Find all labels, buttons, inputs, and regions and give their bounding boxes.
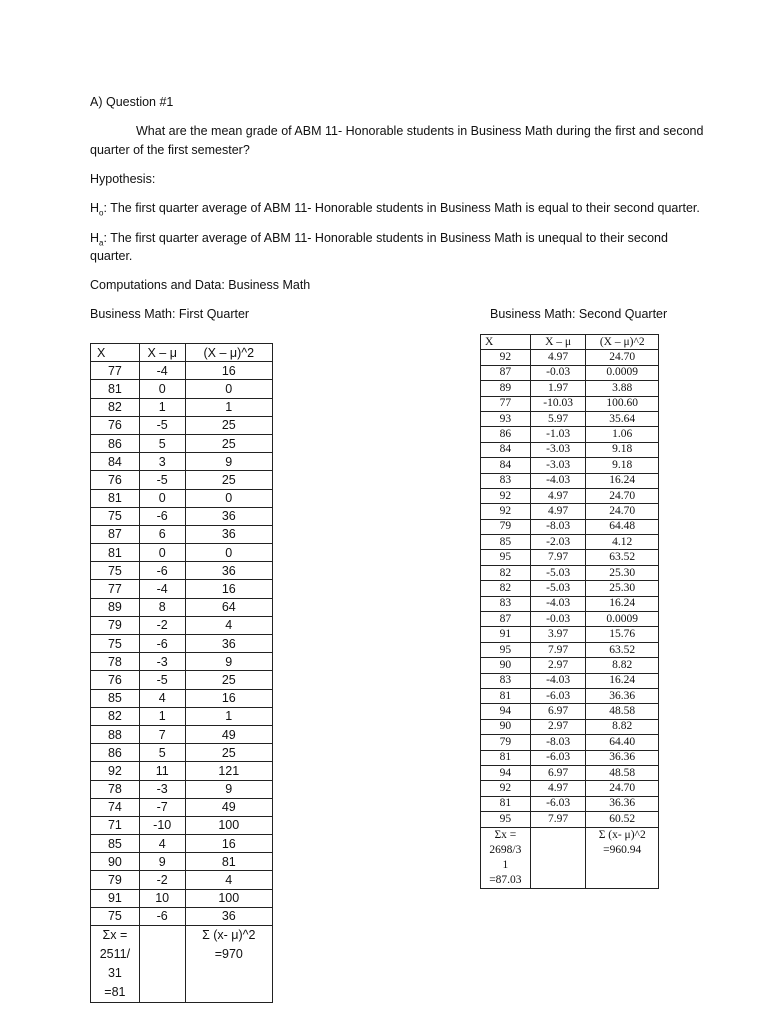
table-row	[481, 473, 659, 488]
table-cell: 82	[91, 707, 140, 725]
table-cell: 85	[91, 835, 140, 853]
table-cell: -10.03	[530, 396, 586, 411]
table-cell: 74	[91, 798, 140, 816]
table-row	[91, 471, 273, 489]
table-row	[91, 871, 273, 889]
table-cell: 15.76	[586, 627, 659, 642]
table-cell: -2	[139, 616, 185, 634]
table-row	[91, 398, 273, 416]
empty-cell	[139, 926, 185, 1003]
column-header: X – μ	[530, 335, 586, 350]
table-row	[481, 550, 659, 565]
table-row	[91, 671, 273, 689]
table-row	[91, 907, 273, 925]
table-cell: 0	[185, 380, 272, 398]
table-row	[91, 762, 273, 780]
table-cell: -8.03	[530, 519, 586, 534]
table-cell: 90	[481, 719, 531, 734]
table-cell: 7.97	[530, 642, 586, 657]
table-cell: 83	[481, 596, 531, 611]
table-cell: 7.97	[530, 812, 586, 827]
table-cell: 63.52	[586, 642, 659, 657]
table-cell: 81	[481, 796, 531, 811]
table-cell: 36.36	[586, 750, 659, 765]
table-cell: 25	[185, 416, 272, 434]
table-cell: 100	[185, 889, 272, 907]
table-cell: -3	[139, 653, 185, 671]
column-header: (X – μ)^2	[185, 344, 272, 362]
sum-x-line: 31	[107, 966, 122, 980]
table-row	[481, 411, 659, 426]
table-cell: 0	[139, 544, 185, 562]
table-cell: 24.70	[586, 781, 659, 796]
table-cell: 92	[481, 504, 531, 519]
table-cell: 24.70	[586, 350, 659, 365]
table-row	[481, 704, 659, 719]
table-cell: 64.40	[586, 735, 659, 750]
table-cell: 92	[91, 762, 140, 780]
table-cell: 9.18	[586, 442, 659, 457]
table-cell: 82	[91, 398, 140, 416]
table-cell: 79	[91, 871, 140, 889]
table-cell: 16	[185, 835, 272, 853]
table-cell: -5	[139, 416, 185, 434]
table-row	[481, 458, 659, 473]
table-row	[91, 725, 273, 743]
table-cell: 91	[481, 627, 531, 642]
table-footer-row	[91, 926, 273, 1003]
table-cell: -8.03	[530, 735, 586, 750]
question-text-line2: quarter of the first semester?	[90, 143, 250, 157]
table-cell: 36	[185, 907, 272, 925]
table-cell: 0	[185, 544, 272, 562]
table-cell: 0	[139, 380, 185, 398]
sum-x-line: 1	[502, 858, 509, 871]
table-cell: 35.64	[586, 411, 659, 426]
table-cell: 121	[185, 762, 272, 780]
table-cell: 9	[139, 853, 185, 871]
sum-squares-line: Σ (x- μ)^2	[598, 828, 646, 841]
table-cell: 8.82	[586, 658, 659, 673]
table-cell: -2	[139, 871, 185, 889]
table-cell: 81	[185, 853, 272, 871]
table-cell: 4	[139, 689, 185, 707]
table-cell: 7.97	[530, 550, 586, 565]
table-cell: 81	[91, 489, 140, 507]
h0-text: : The first quarter average of ABM 11- Honorable students in Business Math is equal to their second quarter.	[103, 201, 700, 215]
table-cell: 0.0009	[586, 365, 659, 380]
table-cell: 85	[91, 689, 140, 707]
table-row	[91, 689, 273, 707]
table-row	[481, 627, 659, 642]
table-cell: 4.97	[530, 488, 586, 503]
table-cell: 1	[139, 707, 185, 725]
table-cell: 78	[91, 780, 140, 798]
table-cell: 64	[185, 598, 272, 616]
table-cell: 75	[91, 507, 140, 525]
alternative-hypothesis	[90, 231, 668, 248]
table-cell: -2.03	[530, 535, 586, 550]
table-cell: 36	[185, 507, 272, 525]
table-cell: -10	[139, 816, 185, 834]
table-cell: 16.24	[586, 673, 659, 688]
table-cell: 16.24	[586, 596, 659, 611]
table-cell: 83	[481, 473, 531, 488]
first-quarter-table	[90, 343, 273, 1003]
table-cell: 4	[139, 835, 185, 853]
table-row	[481, 535, 659, 550]
sum-squares-cell	[586, 827, 659, 888]
table-cell: 24.70	[586, 504, 659, 519]
table-cell: 25	[185, 671, 272, 689]
table-cell: 81	[481, 750, 531, 765]
null-hypothesis	[90, 201, 700, 218]
sum-squares-line: Σ (x- μ)^2	[202, 928, 256, 942]
table-row	[481, 365, 659, 380]
table-cell: 95	[481, 812, 531, 827]
table-cell: 94	[481, 704, 531, 719]
table-cell: -5	[139, 471, 185, 489]
table-row	[91, 853, 273, 871]
table-cell: 92	[481, 350, 531, 365]
table-cell: -6	[139, 635, 185, 653]
table-cell: 85	[481, 535, 531, 550]
table-cell: 8.82	[586, 719, 659, 734]
table-cell: 89	[91, 598, 140, 616]
table-row	[91, 380, 273, 398]
table-cell: 91	[91, 889, 140, 907]
table-cell: 60.52	[586, 812, 659, 827]
table-cell: 87	[481, 365, 531, 380]
table-row	[91, 653, 273, 671]
second-quarter-table	[480, 334, 659, 889]
table-cell: 6.97	[530, 704, 586, 719]
table-cell: 83	[481, 673, 531, 688]
column-header: X	[91, 344, 140, 362]
table-row	[481, 688, 659, 703]
table-cell: 89	[481, 381, 531, 396]
table-cell: 87	[481, 612, 531, 627]
sum-x-line: Σx =	[102, 928, 128, 942]
table-row	[91, 434, 273, 452]
table-row	[91, 598, 273, 616]
table-cell: 1	[139, 398, 185, 416]
table-cell: 1.06	[586, 427, 659, 442]
table-row	[481, 488, 659, 503]
question-text-line1: What are the mean grade of ABM 11- Honorable students in Business Math during the first and second	[136, 124, 704, 138]
table-cell: 76	[91, 471, 140, 489]
table-cell: 36.36	[586, 796, 659, 811]
table-cell: 6	[139, 525, 185, 543]
table-row	[91, 507, 273, 525]
table-cell: 49	[185, 798, 272, 816]
table-cell: -5.03	[530, 581, 586, 596]
table-row	[481, 812, 659, 827]
table-row	[91, 525, 273, 543]
table-cell: 90	[91, 853, 140, 871]
table-cell: 1	[185, 398, 272, 416]
table-row	[481, 427, 659, 442]
table-cell: -4.03	[530, 473, 586, 488]
table-row	[481, 581, 659, 596]
table-cell: -3.03	[530, 442, 586, 457]
table-cell: 9	[185, 453, 272, 471]
table-cell: 81	[91, 380, 140, 398]
column-header: (X – μ)^2	[586, 335, 659, 350]
table-cell: 25	[185, 744, 272, 762]
table-cell: 1.97	[530, 381, 586, 396]
table-cell: 25.30	[586, 581, 659, 596]
table-cell: 79	[481, 735, 531, 750]
table-row	[481, 796, 659, 811]
table-row	[91, 889, 273, 907]
table-cell: -5.03	[530, 565, 586, 580]
table-cell: 84	[481, 458, 531, 473]
table-row	[481, 642, 659, 657]
ha-text-line2: quarter.	[90, 249, 133, 263]
table-cell: 36.36	[586, 688, 659, 703]
table-cell: 25	[185, 434, 272, 452]
table-cell: -6	[139, 507, 185, 525]
table-cell: 9	[185, 653, 272, 671]
table-row	[91, 616, 273, 634]
hypothesis-label: Hypothesis:	[90, 172, 156, 186]
sum-x-line: Σx =	[494, 828, 517, 841]
table-cell: 64.48	[586, 519, 659, 534]
table-cell: -4	[139, 580, 185, 598]
table-row	[481, 565, 659, 580]
table-cell: 100	[185, 816, 272, 834]
first-quarter-caption: Business Math: First Quarter	[90, 307, 250, 321]
sum-x-line: =87.03	[489, 873, 522, 886]
table-cell: 75	[91, 635, 140, 653]
table-cell: -4	[139, 362, 185, 380]
table-cell: 71	[91, 816, 140, 834]
table-cell: 5.97	[530, 411, 586, 426]
table-header-row	[91, 344, 273, 362]
table-cell: -5	[139, 671, 185, 689]
table-row	[481, 396, 659, 411]
table-row	[481, 519, 659, 534]
table-cell: -4.03	[530, 596, 586, 611]
table-cell: 86	[481, 427, 531, 442]
table-cell: 92	[481, 781, 531, 796]
table-row	[91, 489, 273, 507]
table-row	[91, 362, 273, 380]
table-cell: 2.97	[530, 658, 586, 673]
table-cell: 49	[185, 725, 272, 743]
table-cell: 25.30	[586, 565, 659, 580]
table-cell: 90	[481, 658, 531, 673]
table-cell: -0.03	[530, 365, 586, 380]
table-cell: 36	[185, 562, 272, 580]
table-cell: 100.60	[586, 396, 659, 411]
table-row	[91, 798, 273, 816]
table-cell: 95	[481, 550, 531, 565]
table-cell: 3.97	[530, 627, 586, 642]
table-cell: 88	[91, 725, 140, 743]
table-cell: 4.12	[586, 535, 659, 550]
table-row	[481, 750, 659, 765]
table-row	[481, 658, 659, 673]
table-cell: -3.03	[530, 458, 586, 473]
h0-symbol: H	[90, 201, 100, 215]
table-cell: 36	[185, 635, 272, 653]
table-row	[91, 744, 273, 762]
table-row	[91, 707, 273, 725]
table-cell: 82	[481, 581, 531, 596]
table-cell: 16	[185, 362, 272, 380]
table-cell: 87	[91, 525, 140, 543]
ha-text-line1: : The first quarter average of ABM 11- Honorable students in Business Math is unequal to their second	[103, 231, 668, 245]
table-cell: 86	[91, 434, 140, 452]
h0-subscript: o	[99, 208, 104, 218]
table-row	[481, 673, 659, 688]
table-cell: 3	[139, 453, 185, 471]
table-cell: 11	[139, 762, 185, 780]
table-cell: 24.70	[586, 488, 659, 503]
table-cell: 25	[185, 471, 272, 489]
sum-x-line: =81	[104, 985, 126, 999]
sum-squares-line: =960.94	[603, 843, 642, 856]
sum-x-line: 2511/	[99, 947, 131, 961]
table-row	[91, 562, 273, 580]
computations-label: Computations and Data: Business Math	[90, 278, 311, 292]
table-cell: -7	[139, 798, 185, 816]
table-cell: 1	[185, 707, 272, 725]
table-cell: 0	[185, 489, 272, 507]
table-row	[481, 596, 659, 611]
table-row	[481, 504, 659, 519]
empty-cell	[530, 827, 586, 888]
sum-x-cell	[91, 926, 140, 1003]
table-cell: 63.52	[586, 550, 659, 565]
column-header: X	[481, 335, 531, 350]
table-cell: 10	[139, 889, 185, 907]
second-quarter-caption: Business Math: Second Quarter	[490, 307, 668, 321]
table-cell: 76	[91, 416, 140, 434]
table-row	[481, 765, 659, 780]
table-row	[91, 780, 273, 798]
table-row	[91, 544, 273, 562]
table-cell: 84	[91, 453, 140, 471]
table-cell: -6	[139, 907, 185, 925]
table-cell: 36	[185, 525, 272, 543]
table-cell: 79	[91, 616, 140, 634]
table-cell: 75	[91, 562, 140, 580]
table-row	[481, 719, 659, 734]
table-cell: 77	[91, 580, 140, 598]
table-cell: -1.03	[530, 427, 586, 442]
table-cell: -3	[139, 780, 185, 798]
table-row	[481, 612, 659, 627]
table-cell: 86	[91, 744, 140, 762]
table-cell: 4.97	[530, 781, 586, 796]
table-cell: 7	[139, 725, 185, 743]
table-header-row	[481, 335, 659, 350]
table-cell: 0.0009	[586, 612, 659, 627]
table-cell: 94	[481, 765, 531, 780]
table-row	[481, 442, 659, 457]
table-cell: 84	[481, 442, 531, 457]
table-row	[481, 381, 659, 396]
sum-x-cell	[481, 827, 531, 888]
table-row	[91, 816, 273, 834]
table-cell: 81	[481, 688, 531, 703]
sum-squares-line: =970	[214, 947, 243, 961]
table-cell: -6.03	[530, 688, 586, 703]
table-cell: 81	[91, 544, 140, 562]
table-cell: -4.03	[530, 673, 586, 688]
table-cell: 4.97	[530, 504, 586, 519]
table-cell: 4.97	[530, 350, 586, 365]
table-cell: -6.03	[530, 796, 586, 811]
question-title: A) Question #1	[90, 95, 174, 109]
table-cell: 16.24	[586, 473, 659, 488]
table-footer-row	[481, 827, 659, 888]
table-cell: 78	[91, 653, 140, 671]
ha-symbol: H	[90, 231, 100, 245]
table-cell: 92	[481, 488, 531, 503]
table-row	[91, 416, 273, 434]
table-row	[91, 635, 273, 653]
table-row	[481, 350, 659, 365]
sum-squares-cell	[185, 926, 272, 1003]
table-cell: 6.97	[530, 765, 586, 780]
table-cell: 76	[91, 671, 140, 689]
table-cell: 16	[185, 689, 272, 707]
table-cell: 2.97	[530, 719, 586, 734]
table-row	[481, 735, 659, 750]
table-cell: 4	[185, 871, 272, 889]
table-cell: 77	[481, 396, 531, 411]
table-cell: 75	[91, 907, 140, 925]
table-cell: 5	[139, 434, 185, 452]
table-cell: -6	[139, 562, 185, 580]
table-cell: 79	[481, 519, 531, 534]
table-row	[481, 781, 659, 796]
table-cell: 16	[185, 580, 272, 598]
column-header: X – μ	[139, 344, 185, 362]
table-cell: 95	[481, 642, 531, 657]
table-cell: 93	[481, 411, 531, 426]
table-cell: -0.03	[530, 612, 586, 627]
table-cell: 0	[139, 489, 185, 507]
table-cell: 82	[481, 565, 531, 580]
ha-subscript: a	[99, 238, 104, 248]
table-row	[91, 453, 273, 471]
table-cell: 5	[139, 744, 185, 762]
table-cell: -6.03	[530, 750, 586, 765]
table-cell: 48.58	[586, 765, 659, 780]
sum-x-line: 2698/3	[489, 843, 522, 856]
table-cell: 3.88	[586, 381, 659, 396]
table-cell: 9	[185, 780, 272, 798]
table-cell: 77	[91, 362, 140, 380]
table-row	[91, 835, 273, 853]
table-cell: 8	[139, 598, 185, 616]
table-cell: 9.18	[586, 458, 659, 473]
table-row	[91, 580, 273, 598]
table-cell: 4	[185, 616, 272, 634]
table-cell: 48.58	[586, 704, 659, 719]
